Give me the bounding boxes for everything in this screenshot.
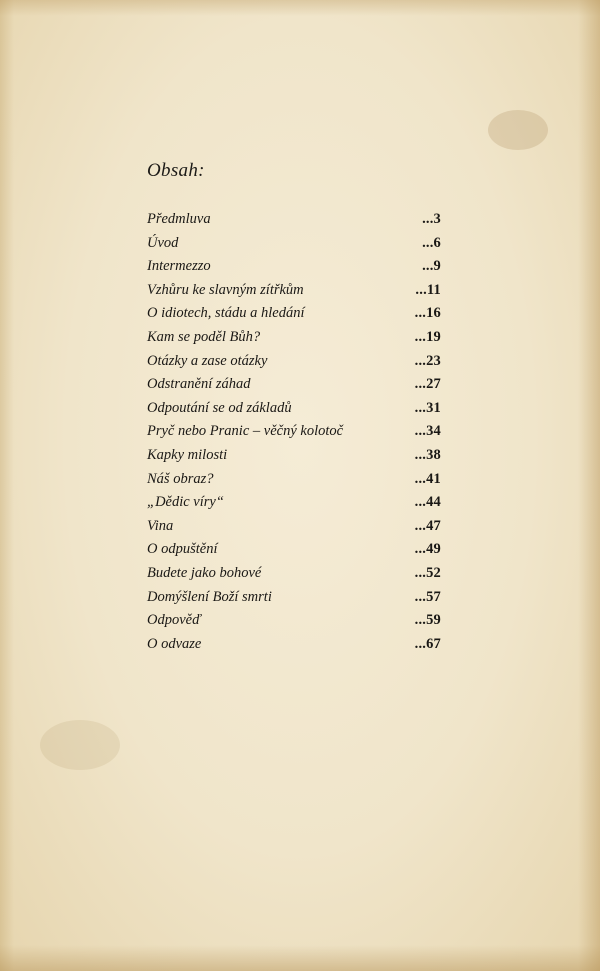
toc-entry-page: ...6 xyxy=(422,234,441,251)
toc-entry-page: ...34 xyxy=(414,423,441,440)
paper-edge-bottom xyxy=(0,945,600,971)
toc-entry-page: ...59 xyxy=(414,612,441,629)
toc-entry-page: ...9 xyxy=(422,258,441,275)
table-of-contents xyxy=(147,211,441,659)
toc-entry-title: Budete jako bohové xyxy=(147,564,262,581)
toc-entry-page: ...41 xyxy=(414,470,441,487)
paper-edge-top xyxy=(0,0,600,16)
paper-edge-left xyxy=(0,0,14,971)
toc-entry-title: Domýšlení Boží smrti xyxy=(147,588,272,605)
toc-entry xyxy=(147,518,441,542)
toc-entry xyxy=(147,376,441,400)
toc-entry-title: Předmluva xyxy=(147,211,211,227)
toc-entry-title: Vina xyxy=(147,517,174,534)
toc-entry-page: ...27 xyxy=(414,376,441,393)
toc-entry-title: Odpoutání se od základů xyxy=(147,399,292,416)
toc-entry-page: ...3 xyxy=(422,211,441,227)
toc-entry xyxy=(147,353,441,377)
toc-entry xyxy=(147,565,441,589)
toc-entry xyxy=(147,211,441,235)
toc-entry-title: O idiotech, stádu a hledání xyxy=(147,305,305,322)
toc-entry-title: Otázky a zase otázky xyxy=(147,352,268,369)
toc-entry-title: Odpověď xyxy=(147,612,201,629)
toc-entry-title: Kapky milosti xyxy=(147,446,228,463)
toc-entry-page: ...23 xyxy=(414,352,441,369)
toc-entry-title: O odvaze xyxy=(147,635,202,652)
toc-entry-title: Úvod xyxy=(147,234,179,251)
toc-entry-page: ...44 xyxy=(414,494,441,511)
toc-entry-title: Vzhůru ke slavným zítřkům xyxy=(147,281,304,298)
toc-entry-title: Odstranění záhad xyxy=(147,376,251,393)
toc-entry-page: ...19 xyxy=(414,328,441,345)
toc-entry-title: O odpuštění xyxy=(147,541,218,558)
toc-entry-page: ...16 xyxy=(414,305,441,322)
toc-entry-title: Náš obraz? xyxy=(147,470,214,487)
toc-entry-page: ...11 xyxy=(415,281,441,298)
toc-entry xyxy=(147,541,441,565)
toc-entry-page: ...57 xyxy=(414,588,441,605)
toc-entry-page: ...47 xyxy=(414,517,441,534)
toc-entry xyxy=(147,494,441,518)
toc-entry xyxy=(147,612,441,636)
paper-edge-right xyxy=(578,0,600,971)
toc-entry xyxy=(147,447,441,471)
toc-entry xyxy=(147,235,441,259)
toc-entry-page: ...31 xyxy=(414,399,441,416)
toc-entry-title: Pryč nebo Pranic – věčný kolotoč xyxy=(147,423,344,440)
toc-entry xyxy=(147,329,441,353)
toc-entry xyxy=(147,258,441,282)
toc-entry xyxy=(147,305,441,329)
toc-entry-title: Kam se poděl Bůh? xyxy=(147,328,261,345)
toc-entry-title: „Dědic víry“ xyxy=(147,494,224,511)
toc-entry xyxy=(147,282,441,306)
contents-heading: Obsah: xyxy=(147,160,205,181)
paper-stain xyxy=(40,720,120,770)
paper-stain xyxy=(488,110,548,150)
toc-entry-page: ...38 xyxy=(414,446,441,463)
toc-entry-title: Intermezzo xyxy=(147,258,211,275)
toc-entry xyxy=(147,636,441,660)
toc-entry xyxy=(147,423,441,447)
toc-entry xyxy=(147,400,441,424)
toc-entry-page: ...67 xyxy=(414,635,441,652)
toc-entry xyxy=(147,471,441,495)
toc-entry xyxy=(147,589,441,613)
toc-entry-page: ...49 xyxy=(414,541,441,558)
toc-entry-page: ...52 xyxy=(414,564,441,581)
